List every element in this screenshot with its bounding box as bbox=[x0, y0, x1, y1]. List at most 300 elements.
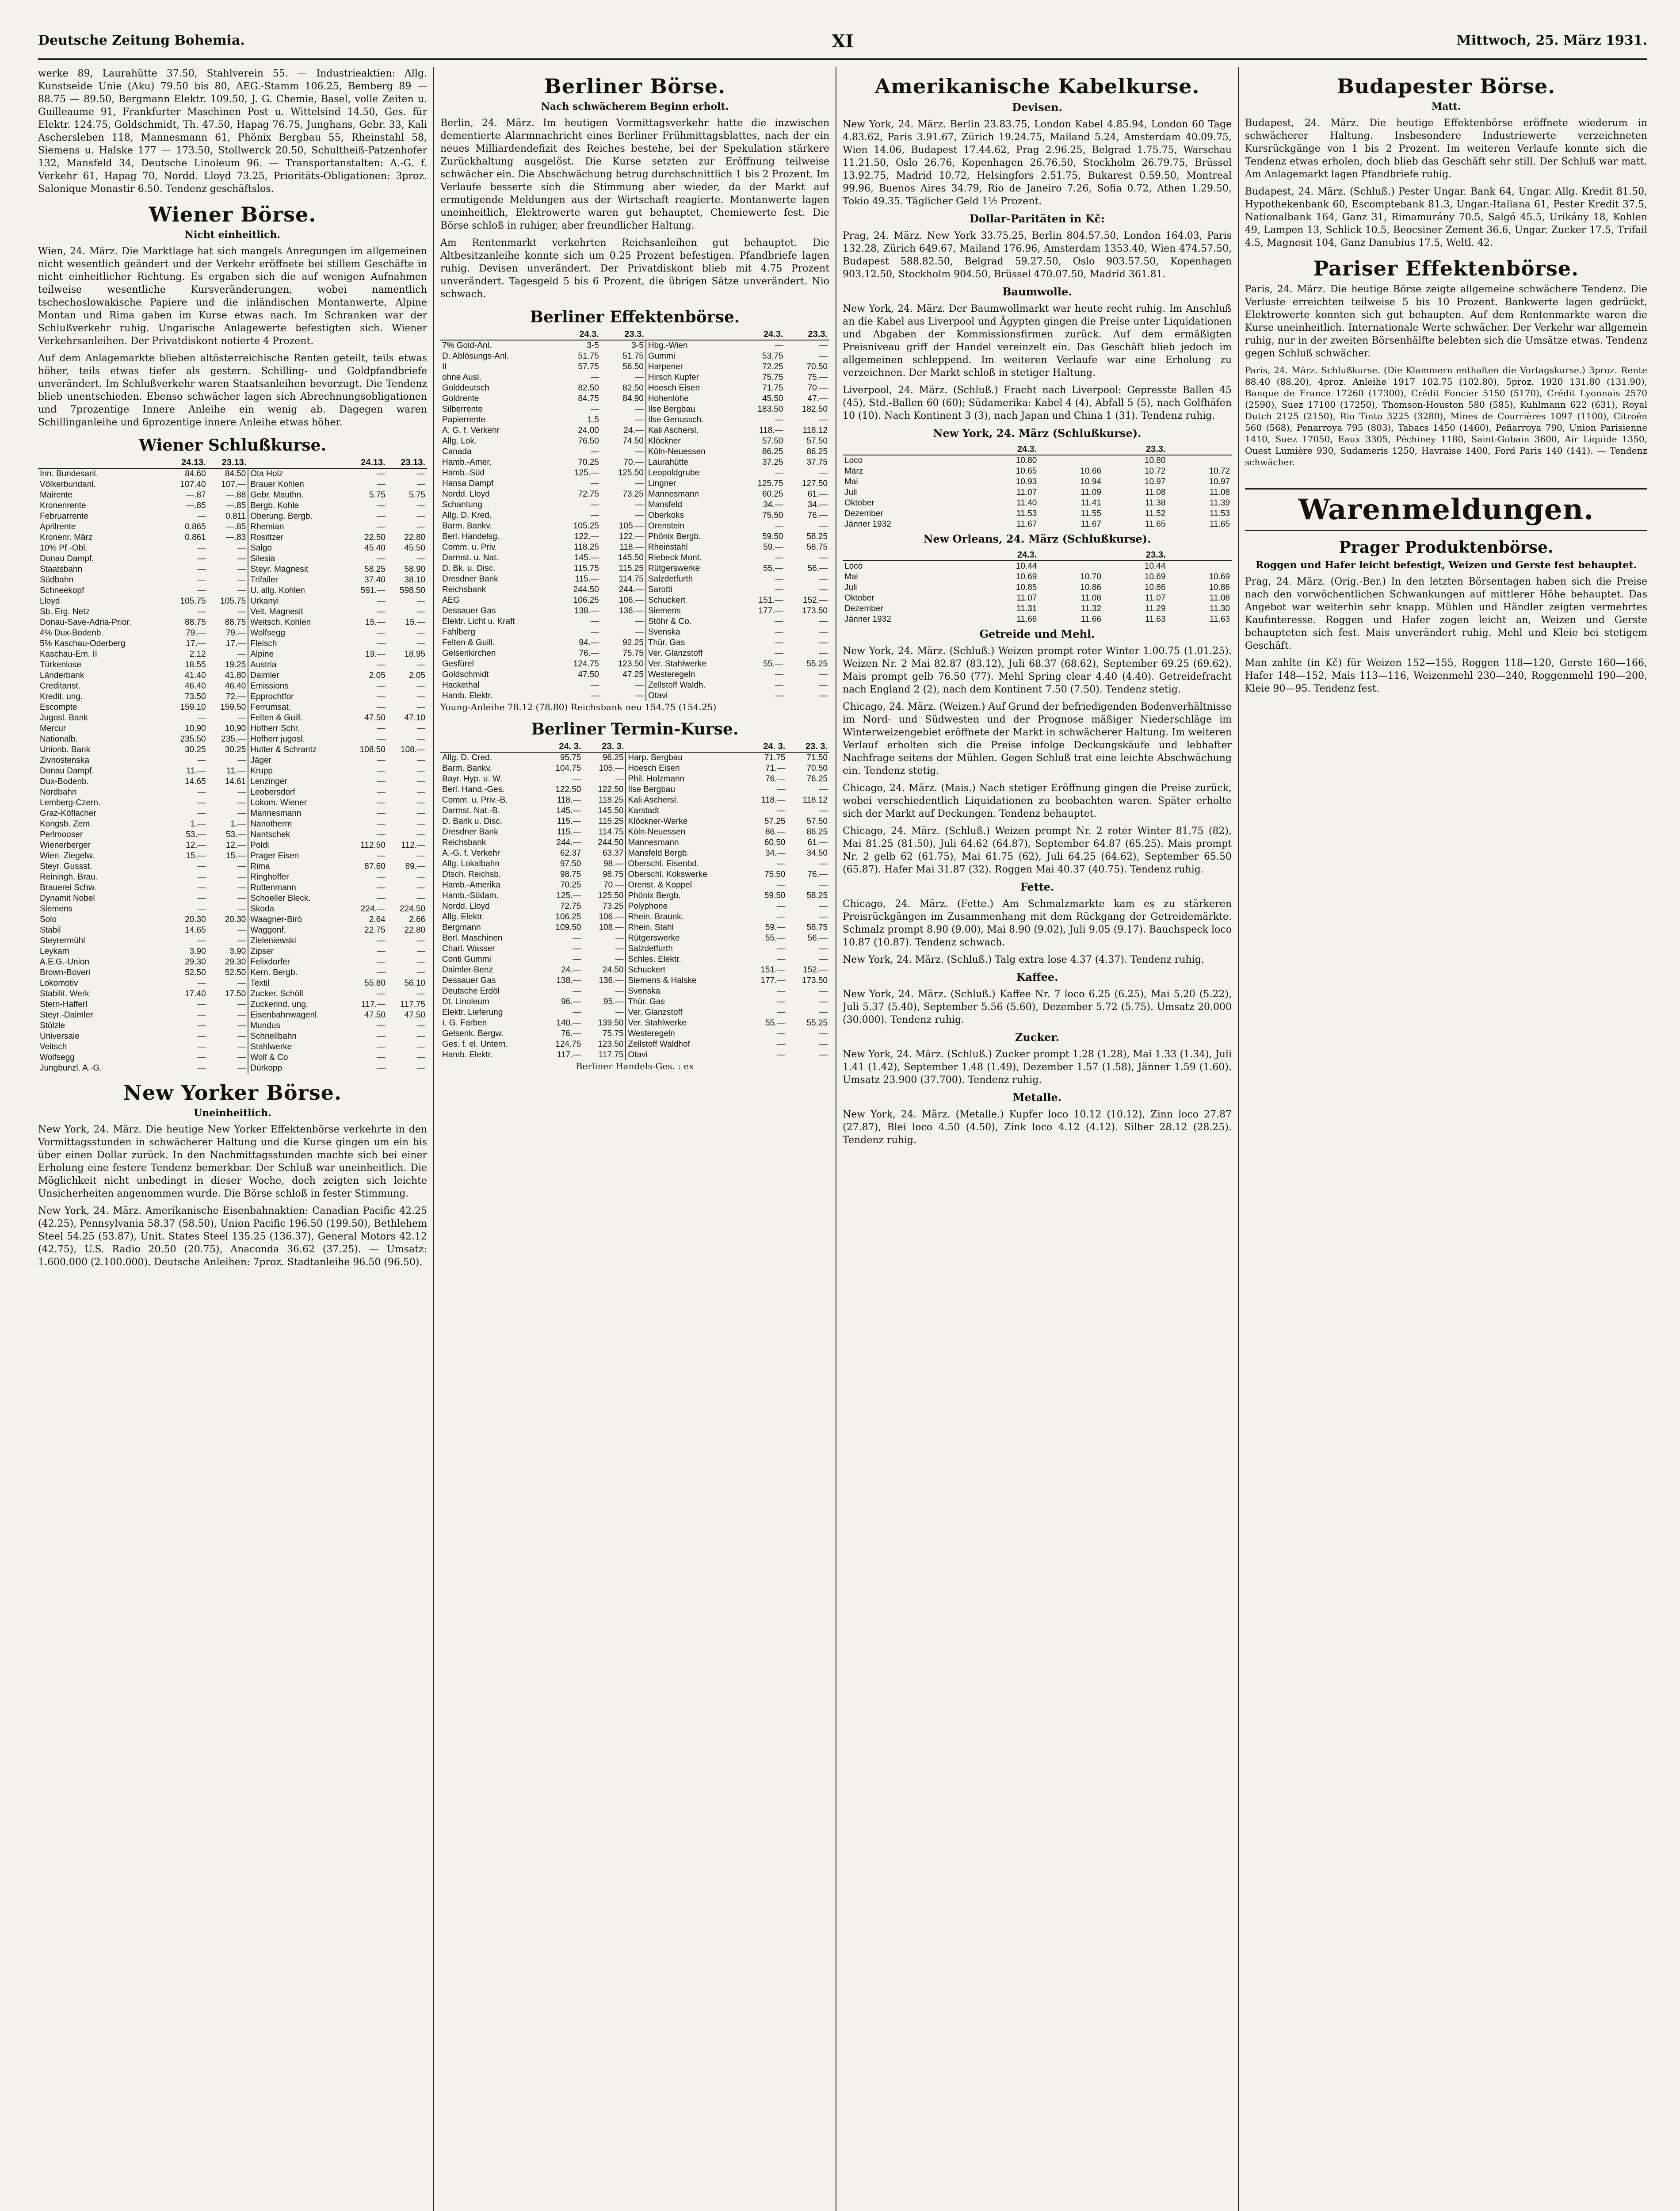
table-header-cell bbox=[248, 457, 347, 468]
table-cell: —.85 bbox=[225, 522, 246, 532]
table-cell: Hutter & Schrantz bbox=[248, 745, 347, 755]
table-cell: 75.75 bbox=[762, 373, 783, 382]
table-row bbox=[38, 692, 427, 702]
table-cell: — bbox=[197, 809, 206, 818]
table-cell: 76.— bbox=[807, 870, 828, 879]
table-cell: Oktober bbox=[844, 498, 874, 508]
table-cell: — bbox=[819, 691, 828, 700]
table-cell: 57.50 bbox=[762, 436, 783, 446]
table-row bbox=[440, 627, 829, 638]
table-cell: — bbox=[377, 1032, 386, 1041]
table-cell: 224.— bbox=[360, 904, 386, 914]
table-cell: — bbox=[377, 883, 386, 892]
table-cell: Nordbahn bbox=[40, 788, 77, 797]
table-row bbox=[38, 617, 427, 628]
table-cell: Salzdetfurth bbox=[646, 574, 741, 585]
table-row bbox=[38, 501, 427, 511]
table-cell: 70.25 bbox=[578, 458, 599, 467]
table-header-cell bbox=[440, 329, 556, 340]
table-cell: Februarrente bbox=[40, 512, 88, 521]
table-cell: 86.— bbox=[765, 827, 786, 837]
table-cell: I. G. Farben bbox=[442, 1018, 487, 1028]
table-cell: — bbox=[819, 521, 828, 531]
table-cell: — bbox=[197, 565, 206, 574]
table-cell: 70.— bbox=[807, 383, 828, 393]
table-cell: Stern-Hafferl bbox=[40, 1000, 88, 1009]
table-cell: Dürkopp bbox=[248, 1063, 347, 1074]
table-cell: 1.— bbox=[230, 819, 246, 829]
table-cell: — bbox=[377, 788, 386, 797]
table-cell: Wolfsegg bbox=[248, 628, 347, 639]
table-cell: 14.61 bbox=[225, 777, 246, 786]
table-cell: — bbox=[573, 933, 581, 943]
table-cell: Waagner-Biró bbox=[248, 914, 347, 925]
table-cell: — bbox=[197, 788, 206, 797]
table-cell: 145.50 bbox=[598, 806, 624, 815]
table-cell: Brauer Kohlen bbox=[248, 479, 347, 490]
table-cell: Hofherr jugosl. bbox=[248, 734, 347, 745]
table-cell: 152.— bbox=[803, 596, 828, 605]
table-row bbox=[440, 691, 829, 701]
table-cell: — bbox=[377, 512, 386, 521]
table-cell: Barm. Bankv. bbox=[442, 764, 492, 773]
wien-subheading: Nicht einheitlich. bbox=[184, 229, 281, 241]
table-cell: 136.— bbox=[619, 606, 644, 616]
table-cell: 11.29 bbox=[1145, 604, 1166, 613]
table-row bbox=[440, 1007, 829, 1018]
table-cell: — bbox=[377, 597, 386, 606]
table-cell: Ota Holz bbox=[248, 468, 347, 479]
berlin-termin-heading: Berliner Termin-Kurse. bbox=[531, 720, 739, 738]
table-cell: Berl. Handelsg. bbox=[442, 532, 500, 541]
table-row bbox=[38, 925, 427, 936]
table-cell: 11.07 bbox=[1016, 593, 1037, 603]
table-cell: 47.50 bbox=[364, 713, 386, 723]
table-cell: Hoesch Eisen bbox=[646, 383, 741, 394]
table-row bbox=[440, 478, 829, 489]
table-cell: — bbox=[635, 415, 644, 425]
table-cell: 122.50 bbox=[598, 785, 624, 794]
table-cell: 24.50 bbox=[602, 965, 624, 975]
prager-produktenboerse-report: Prag, 24. März. (Orig.-Ber.) In den letzten Börsentagen haben sich die Preise nach den vorwöchentlichen Schwankungen auf mittlerer Höhe behauptet. Das Angebot war weiterhin sehr knapp. Mühlen und Händler zeigten vermehrtes Kaufinteresse. Roggen und Hafer zogen leicht an, Weizen und Gerste behaupteten sich fest. Mais unverändert ruhig. Mehl und Kleie bei stetigem Geschäft. bbox=[1245, 576, 1647, 651]
table-cell: 2.64 bbox=[369, 915, 386, 924]
table-cell: Rosittzer bbox=[248, 532, 347, 543]
table-header-cell: 24.3. bbox=[741, 329, 785, 340]
table-cell: — bbox=[777, 1040, 786, 1049]
table-cell: Epprochtfor bbox=[248, 692, 347, 702]
table-cell: — bbox=[635, 447, 644, 456]
table-cell: 106.— bbox=[599, 912, 624, 922]
table-cell: Hbg.-Wien bbox=[646, 340, 741, 351]
table-cell: 118.— bbox=[761, 796, 786, 805]
table-cell: Salgo bbox=[248, 543, 347, 554]
table-cell: Lingner bbox=[646, 478, 741, 489]
table-cell: Otavi bbox=[626, 1050, 746, 1060]
table-cell: Donau-Save-Adria-Prior. bbox=[40, 618, 131, 627]
table-cell: Goldschmidt bbox=[442, 670, 489, 679]
table-cell: 107.— bbox=[221, 480, 246, 489]
table-cell: 5.75 bbox=[369, 490, 386, 500]
table-row bbox=[440, 595, 829, 606]
table-cell: — bbox=[417, 1032, 425, 1041]
table-row bbox=[38, 522, 427, 532]
table-cell: 7% Gold-Anl. bbox=[442, 341, 492, 350]
table-cell: Mansfeld Bergb. bbox=[626, 848, 746, 859]
table-cell: 11.67 bbox=[1016, 520, 1037, 529]
table-cell: D. Bank u. Disc. bbox=[442, 817, 503, 826]
table-cell: Oberung. Bergb. bbox=[248, 511, 347, 522]
table-cell: — bbox=[237, 565, 246, 574]
table-cell: 22.80 bbox=[404, 926, 425, 935]
table-cell: — bbox=[775, 341, 783, 350]
table-cell: Wien. Ziegelw. bbox=[40, 851, 95, 861]
table-cell: — bbox=[417, 469, 425, 478]
table-row bbox=[440, 394, 829, 404]
table-cell: Kali Aschersl. bbox=[646, 425, 741, 436]
paritaeten-subheading: Dollar-Paritäten in Kč: bbox=[970, 212, 1105, 225]
table-cell: Oberkoks bbox=[646, 510, 741, 521]
table-cell bbox=[1167, 561, 1232, 572]
table-row bbox=[440, 425, 829, 436]
table-cell: Mannesmann bbox=[626, 838, 746, 848]
table-row bbox=[440, 954, 829, 965]
table-cell: — bbox=[197, 543, 206, 553]
table-cell: 18.95 bbox=[404, 650, 425, 659]
table-cell: Krupp bbox=[248, 766, 347, 777]
table-row bbox=[38, 957, 427, 968]
table-cell: — bbox=[237, 862, 246, 871]
table-cell: — bbox=[417, 1021, 425, 1030]
table-cell: Kronenrente bbox=[40, 501, 86, 510]
table-row bbox=[38, 596, 427, 607]
table-cell: — bbox=[590, 627, 599, 637]
table-cell: 79.— bbox=[186, 628, 206, 638]
table-cell: — bbox=[377, 894, 386, 903]
table-cell: — bbox=[775, 627, 783, 637]
table-cell: — bbox=[417, 681, 425, 691]
table-cell: 11.65 bbox=[1145, 520, 1166, 529]
table-cell: 24.— bbox=[561, 965, 581, 975]
table-cell: Nationalb. bbox=[40, 734, 78, 744]
table-cell: Veit. Magnesit bbox=[248, 607, 347, 617]
table-cell: Solo bbox=[40, 915, 57, 924]
table-cell: Lenzinger bbox=[248, 777, 347, 787]
table-cell: Nanotherm bbox=[248, 819, 347, 830]
table-cell: — bbox=[775, 468, 783, 478]
table-cell: — bbox=[819, 1008, 828, 1017]
table-cell: — bbox=[590, 691, 599, 700]
table-header-cell bbox=[1167, 550, 1232, 561]
table-cell bbox=[1039, 561, 1103, 572]
table-cell: 11.32 bbox=[1081, 604, 1101, 613]
table-header-cell: 23.13. bbox=[208, 457, 248, 468]
table-cell: — bbox=[777, 955, 786, 964]
table-cell: 37.40 bbox=[364, 575, 386, 585]
table-row bbox=[38, 713, 427, 723]
berlin-effekten-heading: Berliner Effektenbörse. bbox=[530, 308, 740, 326]
table-cell: 73.25 bbox=[622, 490, 644, 499]
table-cell: — bbox=[377, 522, 386, 532]
table-cell: 123.50 bbox=[618, 659, 644, 669]
table-row bbox=[38, 681, 427, 692]
table-cell: — bbox=[615, 987, 624, 996]
table-cell: 10.44 bbox=[1016, 562, 1037, 571]
table-cell: — bbox=[775, 585, 783, 594]
table-cell: Lokomotiv bbox=[40, 979, 78, 988]
table-cell: — bbox=[777, 859, 786, 868]
table-cell: 0.861 bbox=[185, 533, 206, 542]
table-cell: 182.50 bbox=[802, 405, 828, 414]
table-cell: 159.10 bbox=[180, 703, 206, 712]
table-cell: Hamb.-Amerika bbox=[442, 880, 500, 890]
page-number: XI bbox=[832, 31, 854, 52]
table-cell: 177.— bbox=[760, 976, 786, 985]
table-row bbox=[440, 383, 829, 394]
table-cell: — bbox=[573, 1008, 581, 1017]
table-cell: 591.— bbox=[360, 586, 386, 595]
table-cell: 46.40 bbox=[185, 681, 206, 691]
table-cell: 125.75 bbox=[757, 479, 783, 488]
table-cell: Gummi bbox=[646, 351, 741, 362]
table-cell: — bbox=[819, 468, 828, 478]
table-cell: — bbox=[819, 859, 828, 868]
table-cell: — bbox=[590, 447, 599, 456]
table-row bbox=[38, 585, 427, 596]
table-row bbox=[38, 543, 427, 554]
table-cell: 118.— bbox=[619, 543, 644, 552]
table-cell: 14.65 bbox=[185, 926, 206, 935]
table-cell: — bbox=[237, 979, 246, 988]
table-row bbox=[38, 1042, 427, 1052]
table-cell: 87.60 bbox=[364, 862, 386, 871]
table-cell: 10.90 bbox=[185, 724, 206, 733]
table-cell: 55.— bbox=[763, 659, 783, 669]
table-row bbox=[440, 340, 829, 351]
table-cell: — bbox=[417, 607, 425, 616]
table-cell: — bbox=[377, 469, 386, 478]
table-cell: 22.50 bbox=[364, 533, 386, 542]
table-cell: — bbox=[635, 500, 644, 509]
table-cell: Hofherr Schr. bbox=[248, 723, 347, 734]
table-cell: A. G. f. Verkehr bbox=[442, 426, 500, 435]
table-cell: 74.50 bbox=[622, 436, 644, 446]
table-cell: Salzdetfurth bbox=[626, 944, 746, 954]
table-cell: Weitsch. Kohlen bbox=[248, 617, 347, 628]
table-cell: 105.— bbox=[619, 521, 644, 531]
table-cell: — bbox=[197, 936, 206, 945]
table-cell: — bbox=[197, 607, 206, 616]
table-cell: 70.50 bbox=[806, 764, 828, 773]
table-cell: — bbox=[590, 500, 599, 509]
table-header-cell: 23. 3. bbox=[583, 741, 626, 752]
table-cell: — bbox=[377, 957, 386, 967]
table-row bbox=[440, 669, 829, 680]
table-cell: Bergmann bbox=[442, 923, 481, 932]
table-cell: Allg. Lokalbahn bbox=[442, 859, 500, 868]
table-cell: 75.— bbox=[807, 373, 828, 382]
table-cell bbox=[1039, 455, 1103, 466]
table-cell: 58.75 bbox=[806, 923, 828, 932]
table-cell: — bbox=[819, 341, 828, 350]
table-cell: Veitsch bbox=[40, 1042, 67, 1052]
table-cell: 47.25 bbox=[622, 670, 644, 679]
table-row bbox=[38, 649, 427, 660]
table-cell: 105.75 bbox=[220, 597, 246, 606]
table-cell: Phönix Bergb. bbox=[626, 891, 746, 901]
berlin-report: Berlin, 24. März. Im heutigen Vormittagsverkehr hatte die inzwischen dementierte Alarmnachricht eines Berliner Frühmittagsblattes, nach der ein neues Milliardendefizit des Reiches bestehe, bei der Spekulation stärkere Zurückhaltung ausgelöst. Die Kurse setzten zur Eröffnung teilweise schwächer ein. Die Abschwächung betrug durchschnittlich 1 bis 2 Prozent. Im Verlaufe besserte sich die Stimmung aber wieder, da der Markt auf ermutigende Meldungen aus der Wirtschaft reagierte. Montanwerte lagen uneinheitlich, Elektrowerte waren gut behauptet, Chemiewerte fest. Die Börse schloß in ruhiger, aber freundlicher Haltung. bbox=[440, 118, 829, 231]
table-cell: — bbox=[237, 788, 246, 797]
table-cell: 60.50 bbox=[764, 838, 786, 847]
table-cell: Graz-Köflacher bbox=[40, 809, 96, 818]
table-cell: Waggonf. bbox=[248, 925, 347, 936]
table-cell: 14.65 bbox=[185, 777, 206, 786]
table-cell: 17.40 bbox=[185, 989, 206, 998]
table-cell: — bbox=[615, 774, 624, 784]
table-cell: — bbox=[197, 904, 206, 914]
table-cell: 118.12 bbox=[802, 796, 828, 805]
table-cell: — bbox=[819, 955, 828, 964]
table-cell: 11.63 bbox=[1209, 615, 1230, 624]
table-cell: 59.50 bbox=[764, 891, 786, 900]
table-cell: Zipser bbox=[248, 946, 347, 957]
table-cell: Westeregeln bbox=[646, 669, 741, 680]
table-cell: Skoda bbox=[248, 904, 347, 914]
table-cell: Hoesch Eisen bbox=[626, 763, 746, 774]
table-row bbox=[440, 606, 829, 616]
table-cell: — bbox=[237, 872, 246, 882]
table-cell: Brown-Boveri bbox=[40, 968, 91, 977]
table-cell: Loco bbox=[844, 456, 863, 465]
table-cell: 10.80 bbox=[1016, 456, 1037, 465]
table-cell: — bbox=[237, 894, 246, 903]
table-row bbox=[38, 1052, 427, 1063]
table-cell: 58.25 bbox=[806, 532, 828, 541]
table-cell: — bbox=[237, 713, 246, 723]
table-cell: Steyr. Magnesit bbox=[248, 564, 347, 575]
table-cell: Reichsbank bbox=[442, 585, 486, 594]
table-cell: 75.50 bbox=[764, 870, 786, 879]
table-cell: — bbox=[377, 1042, 386, 1052]
table-cell: 117.— bbox=[557, 1050, 581, 1060]
table-cell: 127.50 bbox=[802, 479, 828, 488]
table-row bbox=[843, 519, 1232, 530]
table-cell: 70.— bbox=[603, 880, 624, 890]
table-row bbox=[440, 648, 829, 659]
table-cell: Juli bbox=[844, 583, 857, 592]
column-rule bbox=[433, 67, 434, 2211]
table-cell: Zieleniewski bbox=[248, 936, 347, 946]
table-cell: 76.— bbox=[765, 774, 786, 784]
table-cell: Allg. Elektr. bbox=[442, 912, 485, 922]
table-cell: 12.— bbox=[186, 841, 206, 850]
table-row bbox=[440, 933, 829, 944]
table-cell: 15.— bbox=[186, 851, 206, 861]
table-row bbox=[38, 745, 427, 755]
table-row bbox=[440, 752, 829, 763]
table-cell: 55.25 bbox=[806, 659, 828, 669]
table-cell: Harp. Bergbau bbox=[626, 752, 746, 763]
table-cell: 29.30 bbox=[225, 957, 246, 967]
table-cell: — bbox=[590, 479, 599, 488]
table-cell: 177.— bbox=[758, 606, 783, 616]
table-cell: — bbox=[777, 912, 786, 922]
table-cell: 106.25 bbox=[573, 596, 599, 605]
paris-heading: Pariser Effektenbörse. bbox=[1313, 256, 1579, 280]
table-cell: Phil. Holzmann bbox=[626, 774, 746, 784]
table-cell: 71.— bbox=[765, 764, 786, 773]
table-cell: 125.— bbox=[556, 891, 581, 900]
table-cell: 10.86 bbox=[1209, 583, 1230, 592]
table-row bbox=[38, 989, 427, 999]
kaffee-report: New York, 24. März. (Schluß.) Kaffee Nr. 7 loco 6.25 (6.25), Mai 5.20 (5.22), Juli 5.37 (5.40), September 5.56 (5.60), Dezember 5.72 (5.75). Umsatz 20.000 (30.000). Tendenz ruhig. bbox=[843, 989, 1232, 1025]
table-row bbox=[38, 968, 427, 978]
table-cell: Rhein. Braunk. bbox=[626, 912, 746, 922]
table-cell: Canada bbox=[442, 447, 472, 456]
table-cell: A.E.G.-Union bbox=[40, 957, 89, 967]
table-cell: — bbox=[417, 830, 425, 839]
table-cell: — bbox=[197, 512, 206, 521]
table-cell: — bbox=[237, 936, 246, 945]
table-cell: — bbox=[417, 512, 425, 521]
table-cell: II bbox=[442, 362, 447, 371]
budapest-heading: Budapester Börse. bbox=[1336, 74, 1556, 98]
table-cell: Zuckerind. ung. bbox=[248, 999, 347, 1010]
fette-report: Chicago, 24. März. (Fette.) Am Schmalzmarkte kam es zu stärkeren Preisrückgängen im Zusammenhang mit dem Rückgang der Getreidemärkte. Schmalz prompt 8.90 (9.00), Mai 8.90 (9.02), Juli 9.05 (9.17). Bauchspeck loco 10.87 (10.87). Tendenz schwach. bbox=[843, 899, 1232, 948]
table-cell: Allg. D. Cred. bbox=[442, 753, 492, 762]
table-cell: Dresdner Bank bbox=[442, 827, 498, 837]
metalle-report: New York, 24. März. (Metalle.) Kupfer loco 10.12 (10.12), Zinn loco 27.87 (27.87), Blei loco 4.50 (4.50), Zink loco 4.12 (4.12). Silber 28.12 (28.25). Tendenz ruhig. bbox=[843, 1109, 1232, 1146]
table-cell: 58.75 bbox=[806, 543, 828, 552]
table-cell: — bbox=[417, 1053, 425, 1062]
baumwolle-report: New York, 24. März. Der Baumwollmarkt war heute recht ruhig. Im Anschluß an die Kabel aus Liverpool und Ägypten gingen die Preise unter Liquidationen und Abgaben der Kommissionsfirmen zurück. Auf dem ermäßigten Preisniveau griff der Handel vereinzelt ein. Das Geschäft blieb jedoch im allgemeinen schleppend. Im weiteren Verlaufe war eine Erholung zu verzeichnen. Der Markt schloß in stetiger Haltung. bbox=[843, 303, 1232, 379]
table-row bbox=[38, 861, 427, 872]
table-row bbox=[38, 904, 427, 914]
table-row bbox=[38, 1021, 427, 1031]
table-cell: Thür. Gas bbox=[626, 997, 746, 1007]
table-cell: — bbox=[237, 1010, 246, 1020]
table-cell: 11.07 bbox=[1145, 593, 1166, 603]
table-cell: 37.75 bbox=[806, 458, 828, 467]
table-cell: 55.— bbox=[765, 933, 786, 943]
table-cell: 112.50 bbox=[360, 841, 386, 850]
table-cell: 76.50 bbox=[578, 436, 599, 446]
table-cell: Nordd. Lloyd bbox=[442, 490, 490, 499]
table-cell: Ver. Stahlwerke bbox=[626, 1018, 746, 1029]
table-cell: — bbox=[197, 894, 206, 903]
table-header-cell: 24.3. bbox=[974, 550, 1039, 561]
table-cell: 125.— bbox=[574, 468, 599, 478]
baumwolle-newyork-title: New York, 24. März (Schlußkurse). bbox=[933, 427, 1142, 440]
table-row bbox=[38, 1010, 427, 1021]
table-header-cell: 24.13. bbox=[168, 457, 207, 468]
table-cell: 115.25 bbox=[598, 817, 624, 826]
table-cell: 34.— bbox=[765, 849, 786, 858]
table-row bbox=[440, 404, 829, 415]
table-cell: 125.50 bbox=[618, 468, 644, 478]
table-cell: 108.— bbox=[401, 745, 425, 754]
table-cell: — bbox=[237, 798, 246, 807]
wien-report: Wien, 24. März. Die Marktlage hat sich mangels Anregungen im allgemeinen nicht wesentlich geändert und der Verkehr eröffnete bei stillem Geschäfte in nicht einheitlicher Richtung. Es ergaben sich die auf wenigen Aufnahmen teilweise wesentliche Kursveränderungen, wobei namentlich tschechoslowakische Papiere und die inländischen Montanwerte, Alpine Montan und Rima gaben im Kurse etwas nach. Im Schranken war der Schlußverkehr ruhig. Ungarische Anlagewerte befestigten sich. Wiener Verkehrsanleihen. Der Privatdiskont notierte 4 Prozent. bbox=[38, 246, 427, 347]
table-cell: — bbox=[197, 554, 206, 563]
table-cell: 41.80 bbox=[225, 671, 246, 680]
table-row bbox=[38, 798, 427, 808]
table-cell: — bbox=[197, 575, 206, 585]
table-cell: 70.25 bbox=[560, 880, 581, 890]
table-row bbox=[440, 510, 829, 521]
table-row bbox=[38, 734, 427, 745]
table-cell: 108.50 bbox=[359, 745, 386, 754]
table-cell: — bbox=[377, 968, 386, 977]
